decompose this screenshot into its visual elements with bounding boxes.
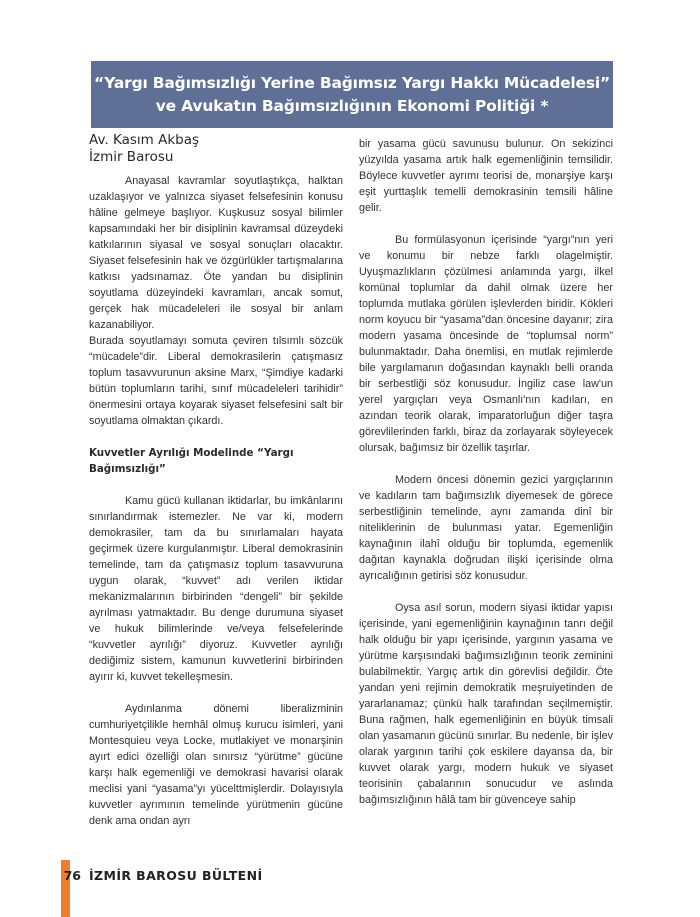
spacer bbox=[359, 456, 613, 472]
section-subheading: Kuvvetler Ayrılığı Modelinde “Yargı Bağımsızlığı” bbox=[89, 447, 294, 475]
spacer bbox=[89, 429, 343, 445]
article-title-line-2: ve Avukatın Bağımsızlığının Ekonomi Politiği * bbox=[155, 96, 549, 115]
spacer bbox=[359, 584, 613, 600]
paragraph-left-2: Burada soyutlamayı somuta çeviren tılsımlı sözcük “mücadele”dir. Liberal demokrasilerin çatışmasız toplum tasavvurunun aksine Marx, “Şimdiye kadarki bütün toplumların tarihi, sınıf mücadeleleri tarihidir” önermesini ortaya koyarak siyaset felsefesini salt bir soyutlama olmaktan çıkardı. bbox=[89, 335, 343, 427]
paragraph-left-3: Kamu gücü kullanan iktidarlar, bu imkânlarını sınırlandırmak istemezler. Ne var ki, modern demokrasiler, tam da bu sınırlamaları hayata geçirmek üzere kurgulanmıştır. Liberal demokrasinin temelinde, tam da çatışmasız toplum tasavvuruna uygun olarak, “kuvvet” adı verilen iktidar mekanizmalarının birbirinden “dengeli” bir şekilde ayrılması yatmaktadır. Bu denge durumuna siyaset ve hukuk bilimlerinde ve/veya felsefelerinde “kuvvetler ayrılığı” diyoruz. Kuvvetler ayrılığı dediğimiz sistem, kamunun kuvvetlerini birbirinden ayırır ki, kuvvet tekelleşmesin. bbox=[89, 495, 343, 683]
spacer bbox=[89, 685, 343, 701]
article-title-banner bbox=[91, 61, 613, 128]
author-affiliation: İzmir Barosu bbox=[89, 149, 174, 165]
paragraph-left-1: Anayasal kavramlar soyutlaştıkça, halktan uzaklaşıyor ve yalnızca siyaset felsefesinin konusu hâline gelmeye başlıyor. Kuşkusuz sosyal bilimler kapsamındaki her bir disiplinin kavramsal düzeydeki katkılarının siyasal ve sosyal sonuçları olacaktır. Siyaset felsefesinin hak ve özgürlükler tartışmalarına katkısı yadsınamaz. Öte yandan bu disiplinin soyutlama düzeyindeki kavramları, ancak somut, gerçek hak mücadeleleri ile sosyal bir anlam kazanabiliyor. bbox=[89, 175, 343, 331]
author-block bbox=[89, 132, 199, 166]
author-name: Av. Kasım Akbaş bbox=[89, 132, 200, 148]
right-column bbox=[359, 136, 613, 808]
paragraph-right-2: Bu formülasyonun içerisinde “yargı”nın yeri ve konumu bir nebze farklı olagelmiştir. Uyuşmazlıkların çözülmesi anlamında yargı, ilkel komünal toplumlar da dahil olmak üzere her toplumda mutlaka görülen işlevlerden biridir. Kökleri norm koyucu bir “yasama”dan öncesine dayanır; zira modern yasama öncesinde de “toplumsal norm” bulunmaktadır. Daha önemlisi, en mutlak rejimlerde bile yargılamanın doğasından kaynaklı belli oranda bir serbestliği söz konusudur. İngiliz case law'un yerel yargıçları veya Osmanlı'nın kadıları, en azından teorik olarak, imparatorluğun diğer taşra görevlilerinden farklı, biraz da zorlayarak söyleyecek olursak, bağımsız bir özellik taşırlar. bbox=[359, 234, 613, 454]
paragraph-right-1: bir yasama gücü savunusu bulunur. On sekizinci yüzyılda yasama artık halk egemenliğinin temsilidir. Böylece kuvvetler ayrımı teorisi de, monarşiye karşı eşit yurttaşlık temelli demokrasinin temsili hâline gelir. bbox=[359, 138, 613, 214]
left-column bbox=[89, 173, 343, 829]
spacer bbox=[359, 216, 613, 232]
article-title-line-1: “Yargı Bağımsızlığı Yerine Bağımsız Yargı Hakkı Mücadelesi” bbox=[94, 73, 610, 92]
paragraph-right-3: Modern öncesi dönemin gezici yargıçlarının ve kadıların tam bağımsızlık diyemesek de görece serbestliğinin temelinde, aynı zamanda dinî bir niteliklerinin de bulunması yatar. Egemenliğin kaynağının ilahî olduğu bir toplumda, egemenlik dağıtan kaynakla doğrudan ilişki içerisinde olma ayrıcalığının getirisi söz konusudur. bbox=[359, 474, 613, 582]
spacer bbox=[89, 477, 343, 493]
paragraph-right-4: Oysa asıl sorun, modern siyasi iktidar yapısı içerisinde, yani egemenliğinin kaynağının tanrı değil halk olduğu bir yapı içerisinde, yargının yasama ve yürütme karşısındaki bağımsızlığının teorik zeminini bulabilmektir. Yargıç artık din görevlisi değildir. Öte yandan yeni rejimin demokratik meşruiyetinden de yararlanamaz; çünkü halk tarafından seçilmemiştir. Buna rağmen, halk egemenliğinin en büyük timsali olan yasamanın gücünü sınırlar. Bu nedenle, bir işlev olarak yargının tarihi çok eskilere dayansa da, bir kuvvet olarak yargı, modern hukuk ve siyaset teorisinin çabalarının sonucudur ve aslında bağımsızlığının hâlâ tam bir güvenceye sahip bbox=[359, 602, 613, 806]
page-number: 76 bbox=[63, 868, 81, 883]
journal-name: İZMİR BAROSU BÜLTENİ bbox=[89, 868, 263, 883]
paragraph-left-4: Aydınlanma dönemi liberalizminin cumhuriyetçilikle hemhâl olmuş kurucu isimleri, yani Montesquieu veya Locke, mutlakiyet ve monarşinin ayırt edici özelliği olan sınırsız “yürütme” gücüne karşı halk egemenliği ve demokrasi havarisi olarak meclisi yani “yasama”yı yücelttmişlerdir. Dolayısıyla kuvvetler ayrımının temelinde yürütmenin gücüne denk ama ondan ayrı bbox=[89, 703, 343, 827]
